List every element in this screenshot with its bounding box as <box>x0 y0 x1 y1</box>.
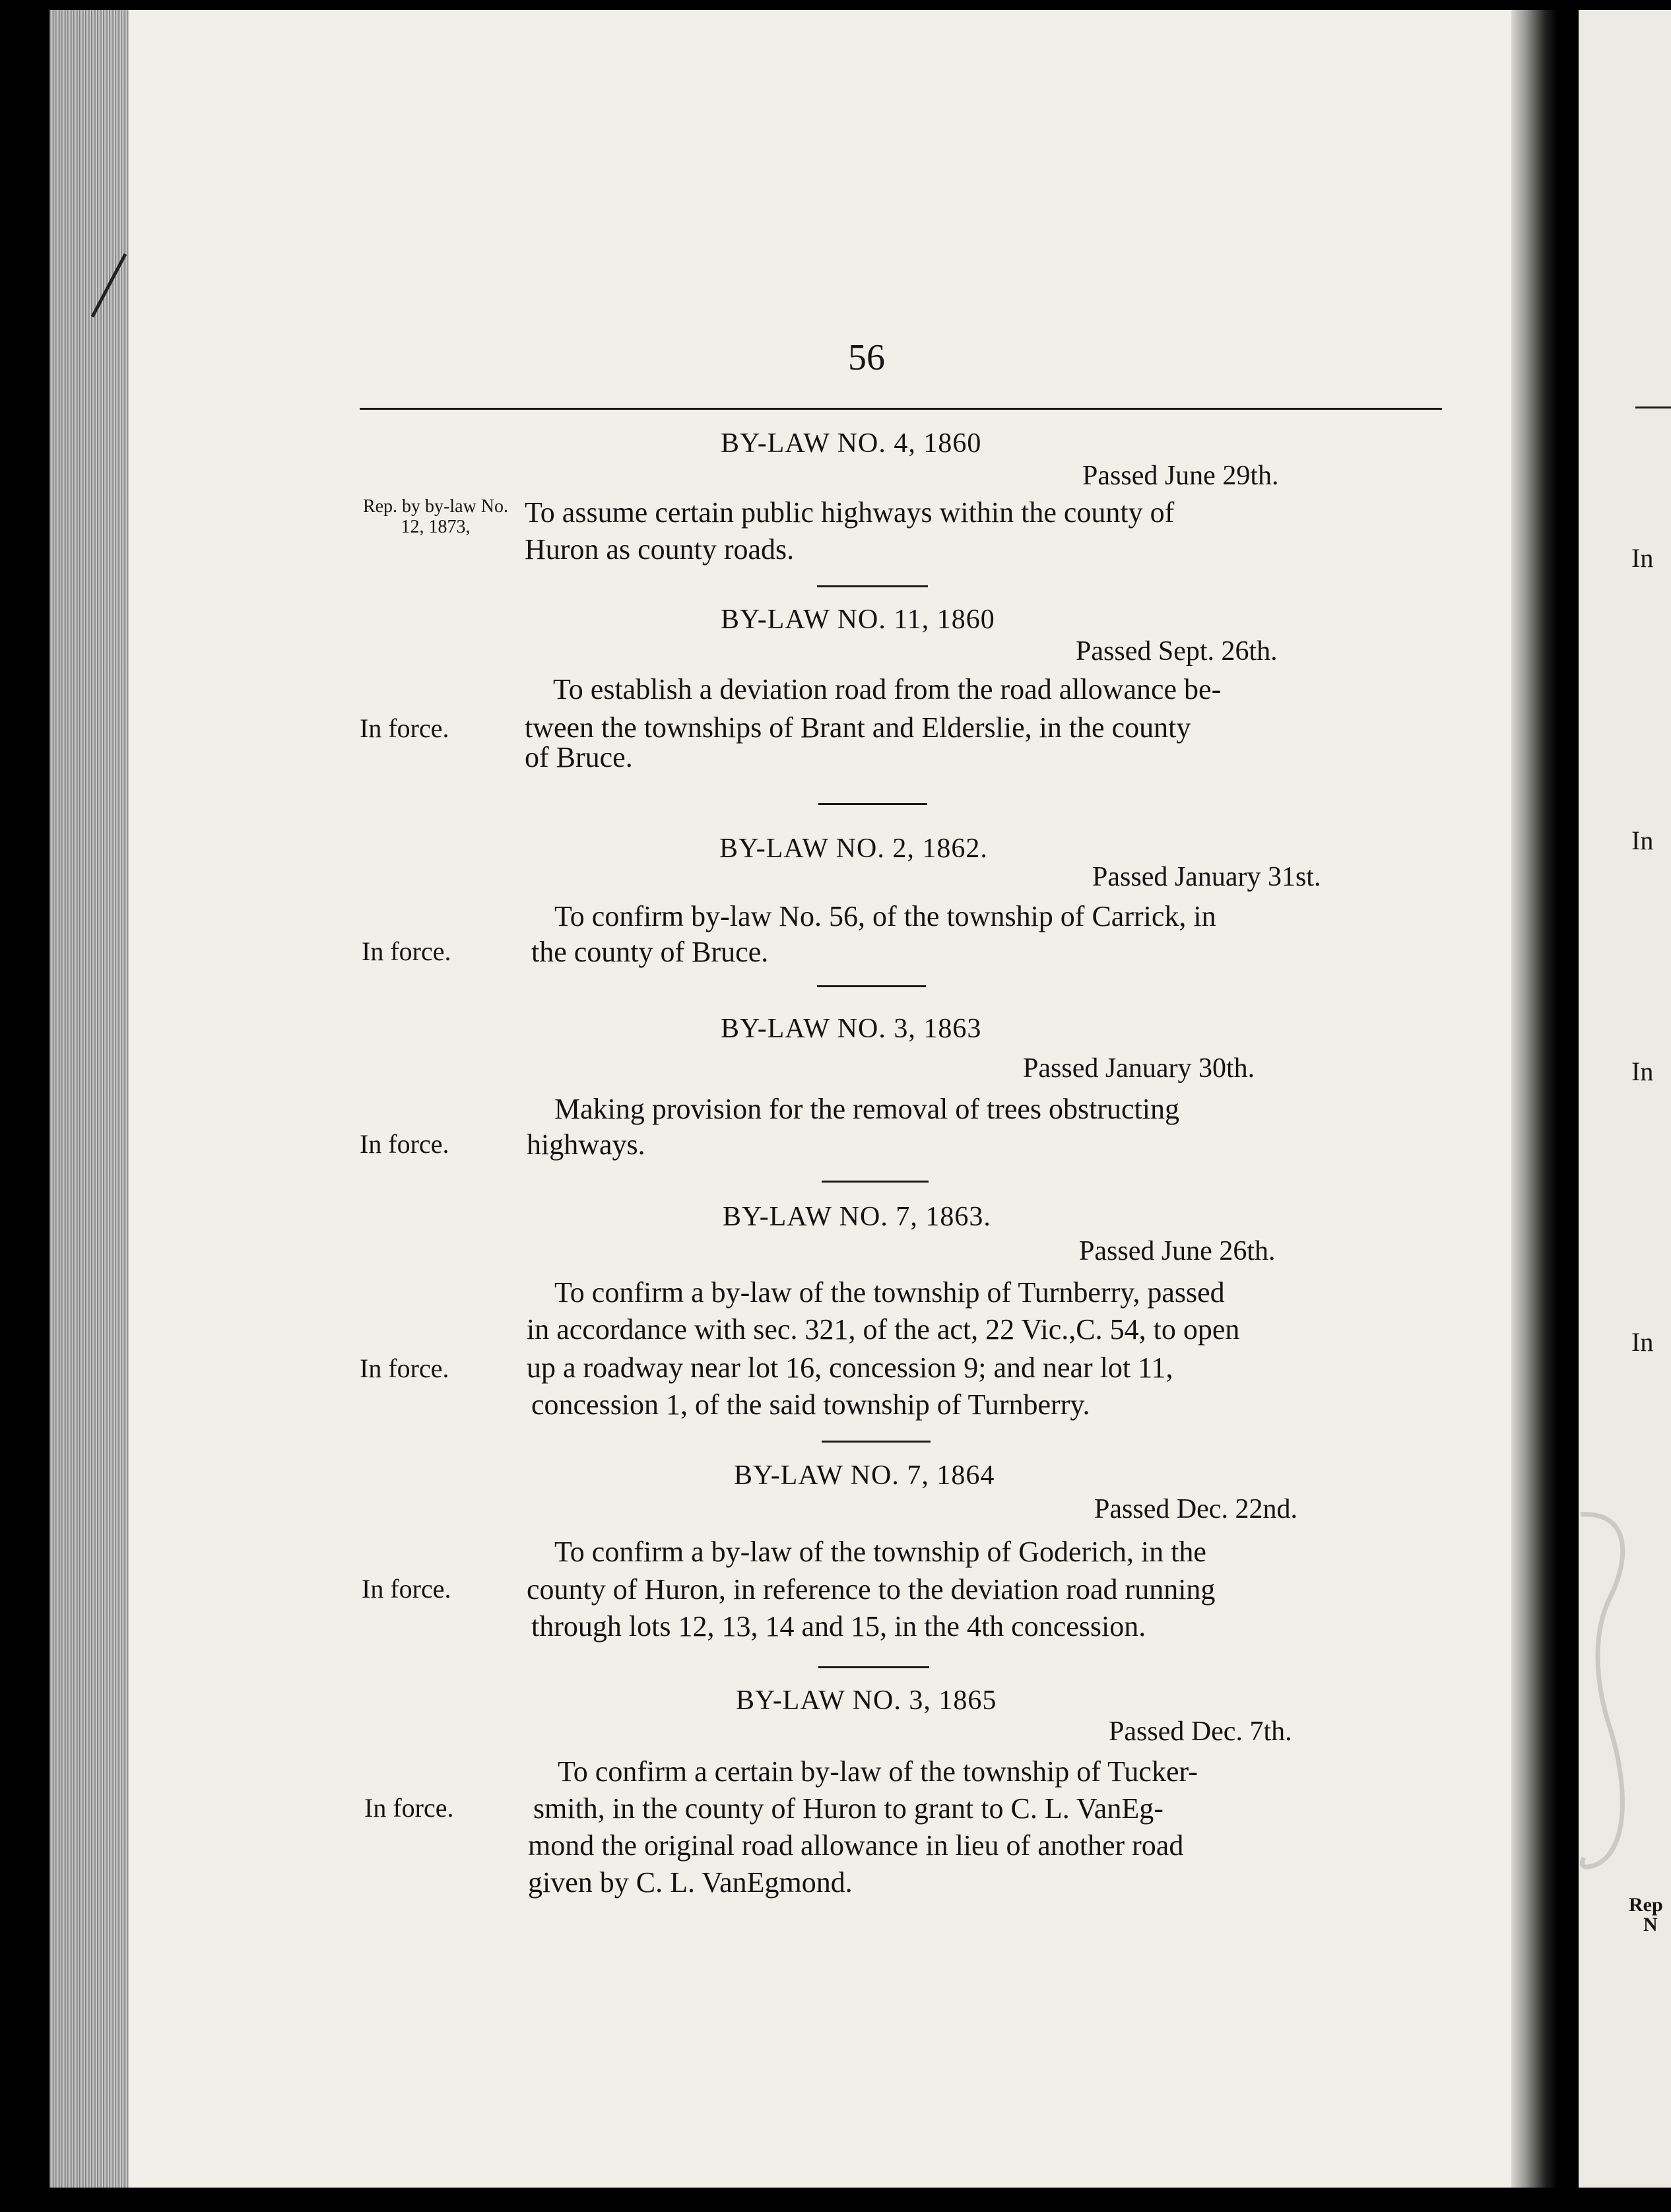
entry-passed-date: Passed January 30th. <box>1023 1053 1255 1084</box>
entry-passed-date: Passed Dec. 22nd. <box>1094 1494 1297 1524</box>
entry-heading: BY-LAW NO. 7, 1864 <box>734 1460 995 1491</box>
entry-text-line: through lots 12, 13, 14 and 15, in the 4th concession. <box>531 1610 1146 1643</box>
adjacent-page-fragment: Rep <box>1629 1894 1663 1916</box>
entry-heading: BY-LAW NO. 11, 1860 <box>721 604 995 635</box>
entry-text-line: in accordance with sec. 321, of the act, 22 Vic.,C. 54, to open <box>527 1313 1240 1346</box>
section-divider <box>822 1441 931 1443</box>
adjacent-page-fragment: In <box>1631 826 1654 855</box>
entry-heading: BY-LAW NO. 4, 1860 <box>721 428 982 459</box>
entry-margin-status: In force. <box>360 1129 449 1159</box>
page-number: 56 <box>848 337 885 378</box>
entry-passed-date: Passed June 29th. <box>1082 461 1279 491</box>
entry-text-line: To confirm a by-law of the township of Goderich, in the <box>554 1536 1206 1568</box>
entry-text-line: smith, in the county of Huron to grant to C. L. VanEg- <box>533 1792 1163 1825</box>
entry-heading: BY-LAW NO. 3, 1863 <box>721 1014 982 1044</box>
section-divider <box>822 1181 929 1183</box>
entry-margin-status: In force. <box>360 1353 449 1383</box>
entry-text-line: county of Huron, in reference to the deviation road running <box>527 1573 1216 1606</box>
entry-text-line: of Bruce. <box>525 741 633 773</box>
section-divider <box>817 985 926 987</box>
entry-passed-date: Passed January 31st. <box>1092 862 1321 892</box>
entry-heading: BY-LAW NO. 2, 1862. <box>719 833 988 864</box>
entry-text-line: To assume certain public highways within the county of <box>525 496 1175 529</box>
entry-text-line: Making provision for the removal of trees obstructing <box>554 1093 1180 1125</box>
entry-margin-status: In force. <box>362 1574 451 1604</box>
entry-heading: BY-LAW NO. 3, 1865 <box>736 1685 997 1716</box>
entry-heading: BY-LAW NO. 7, 1863. <box>723 1202 991 1232</box>
entry-margin-status: In force. <box>360 713 449 743</box>
entry-passed-date: Passed Dec. 7th. <box>1109 1716 1292 1747</box>
section-divider <box>818 803 927 805</box>
entry-margin-status: In force. <box>364 1793 454 1823</box>
entry-margin-status: In force. <box>362 936 451 966</box>
top-rule <box>360 408 1442 410</box>
entry-text-line: the county of Bruce. <box>531 936 769 968</box>
entry-passed-date: Passed June 26th. <box>1079 1236 1276 1266</box>
section-divider <box>817 585 928 587</box>
entry-text-line: highways. <box>527 1128 645 1161</box>
entry-text-line: up a roadway near lot 16, concession 9; and near lot 11, <box>527 1351 1173 1384</box>
paper-clip-mark <box>1581 1514 1623 1867</box>
section-divider <box>818 1666 929 1668</box>
entry-text-line: Huron as county roads. <box>525 533 795 566</box>
entry-text-line: given by C. L. VanEgmond. <box>528 1866 853 1899</box>
margin-pencil-mark <box>92 254 125 317</box>
entry-text-line: To confirm a by-law of the township of Turnberry, passed <box>554 1276 1225 1309</box>
adjacent-page-fragment: In <box>1631 1057 1654 1086</box>
entry-text-line: To confirm a certain by-law of the township of Tucker- <box>558 1755 1198 1788</box>
entry-text-line: To confirm by-law No. 56, of the township of Carrick, in <box>554 900 1216 932</box>
entry-text-line: To establish a deviation road from the road allowance be- <box>553 673 1222 705</box>
adjacent-page-rule <box>1635 407 1671 408</box>
entry-text-line: tween the townships of Brant and Elderslie, in the county <box>525 711 1191 744</box>
entry-text-line: concession 1, of the said township of Turnberry. <box>531 1388 1090 1421</box>
entry-margin-status: Rep. by by-law No. 12, 1873, <box>362 496 509 537</box>
adjacent-page-fragment: In <box>1631 1327 1654 1357</box>
entry-passed-date: Passed Sept. 26th. <box>1076 636 1278 667</box>
adjacent-page-fragment: In <box>1631 543 1654 573</box>
entry-text-line: mond the original road allowance in lieu of another road <box>528 1829 1184 1862</box>
adjacent-page-fragment: N <box>1643 1914 1658 1936</box>
